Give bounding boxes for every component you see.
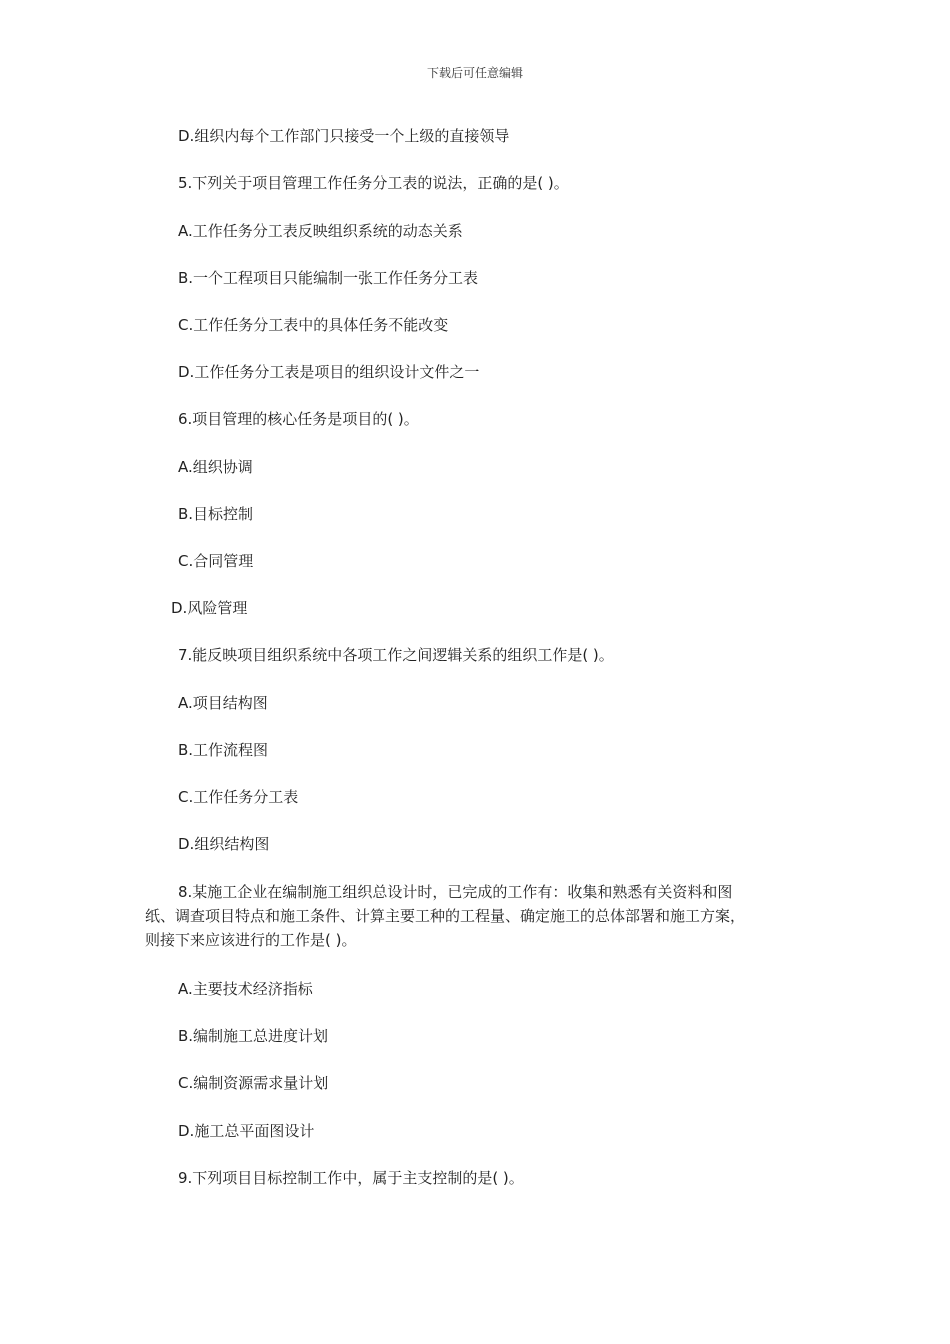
q7-option-b: B.工作流程图 [178, 741, 269, 759]
q6-option-d: D.风险管理 [171, 599, 248, 617]
q5-option-b: B.一个工程项目只能编制一张工作任务分工表 [178, 269, 479, 287]
q8-option-b: B.编制施工总进度计划 [178, 1027, 329, 1045]
q6-option-a: A.组织协调 [178, 458, 253, 476]
q6-option-b: B.目标控制 [178, 505, 254, 523]
q8-stem-line-3: 则接下来应该进行的工作是( )。 [145, 931, 357, 949]
q9-stem: 9.下列项目目标控制工作中，属于主支控制的是( )。 [178, 1169, 524, 1187]
q5-stem: 5.下列关于项目管理工作任务分工表的说法，正确的是( )。 [178, 174, 569, 192]
q4-option-d: D.组织内每个工作部门只接受一个上级的直接领导 [178, 127, 510, 145]
q8-stem [145, 880, 815, 952]
q8-option-c: C.编制资源需求量计划 [178, 1074, 329, 1092]
q7-option-c: C.工作任务分工表 [178, 788, 299, 806]
q7-option-d: D.组织结构图 [178, 835, 270, 853]
q8-stem-line-2: 纸、调查项目特点和施工条件、计算主要工种的工程量、确定施工的总体部署和施工方案， [145, 907, 746, 925]
q7-option-a: A.项目结构图 [178, 694, 268, 712]
q8-option-a: A.主要技术经济指标 [178, 980, 313, 998]
q5-option-d: D.工作任务分工表是项目的组织设计文件之一 [178, 363, 480, 381]
q8-option-d: D.施工总平面图设计 [178, 1122, 315, 1140]
q5-option-c: C.工作任务分工表中的具体任务不能改变 [178, 316, 449, 334]
q7-stem: 7.能反映项目组织系统中各项工作之间逻辑关系的组织工作是( )。 [178, 646, 614, 664]
q5-option-a: A.工作任务分工表反映组织系统的动态关系 [178, 222, 463, 240]
q6-option-c: C.合同管理 [178, 552, 254, 570]
q8-stem-line-1: 8.某施工企业在编制施工组织总设计时，已完成的工作有：收集和熟悉有关资料和图 [178, 883, 733, 901]
page-header: 下载后可任意编辑 [426, 66, 523, 80]
q6-stem: 6.项目管理的核心任务是项目的( )。 [178, 410, 419, 428]
